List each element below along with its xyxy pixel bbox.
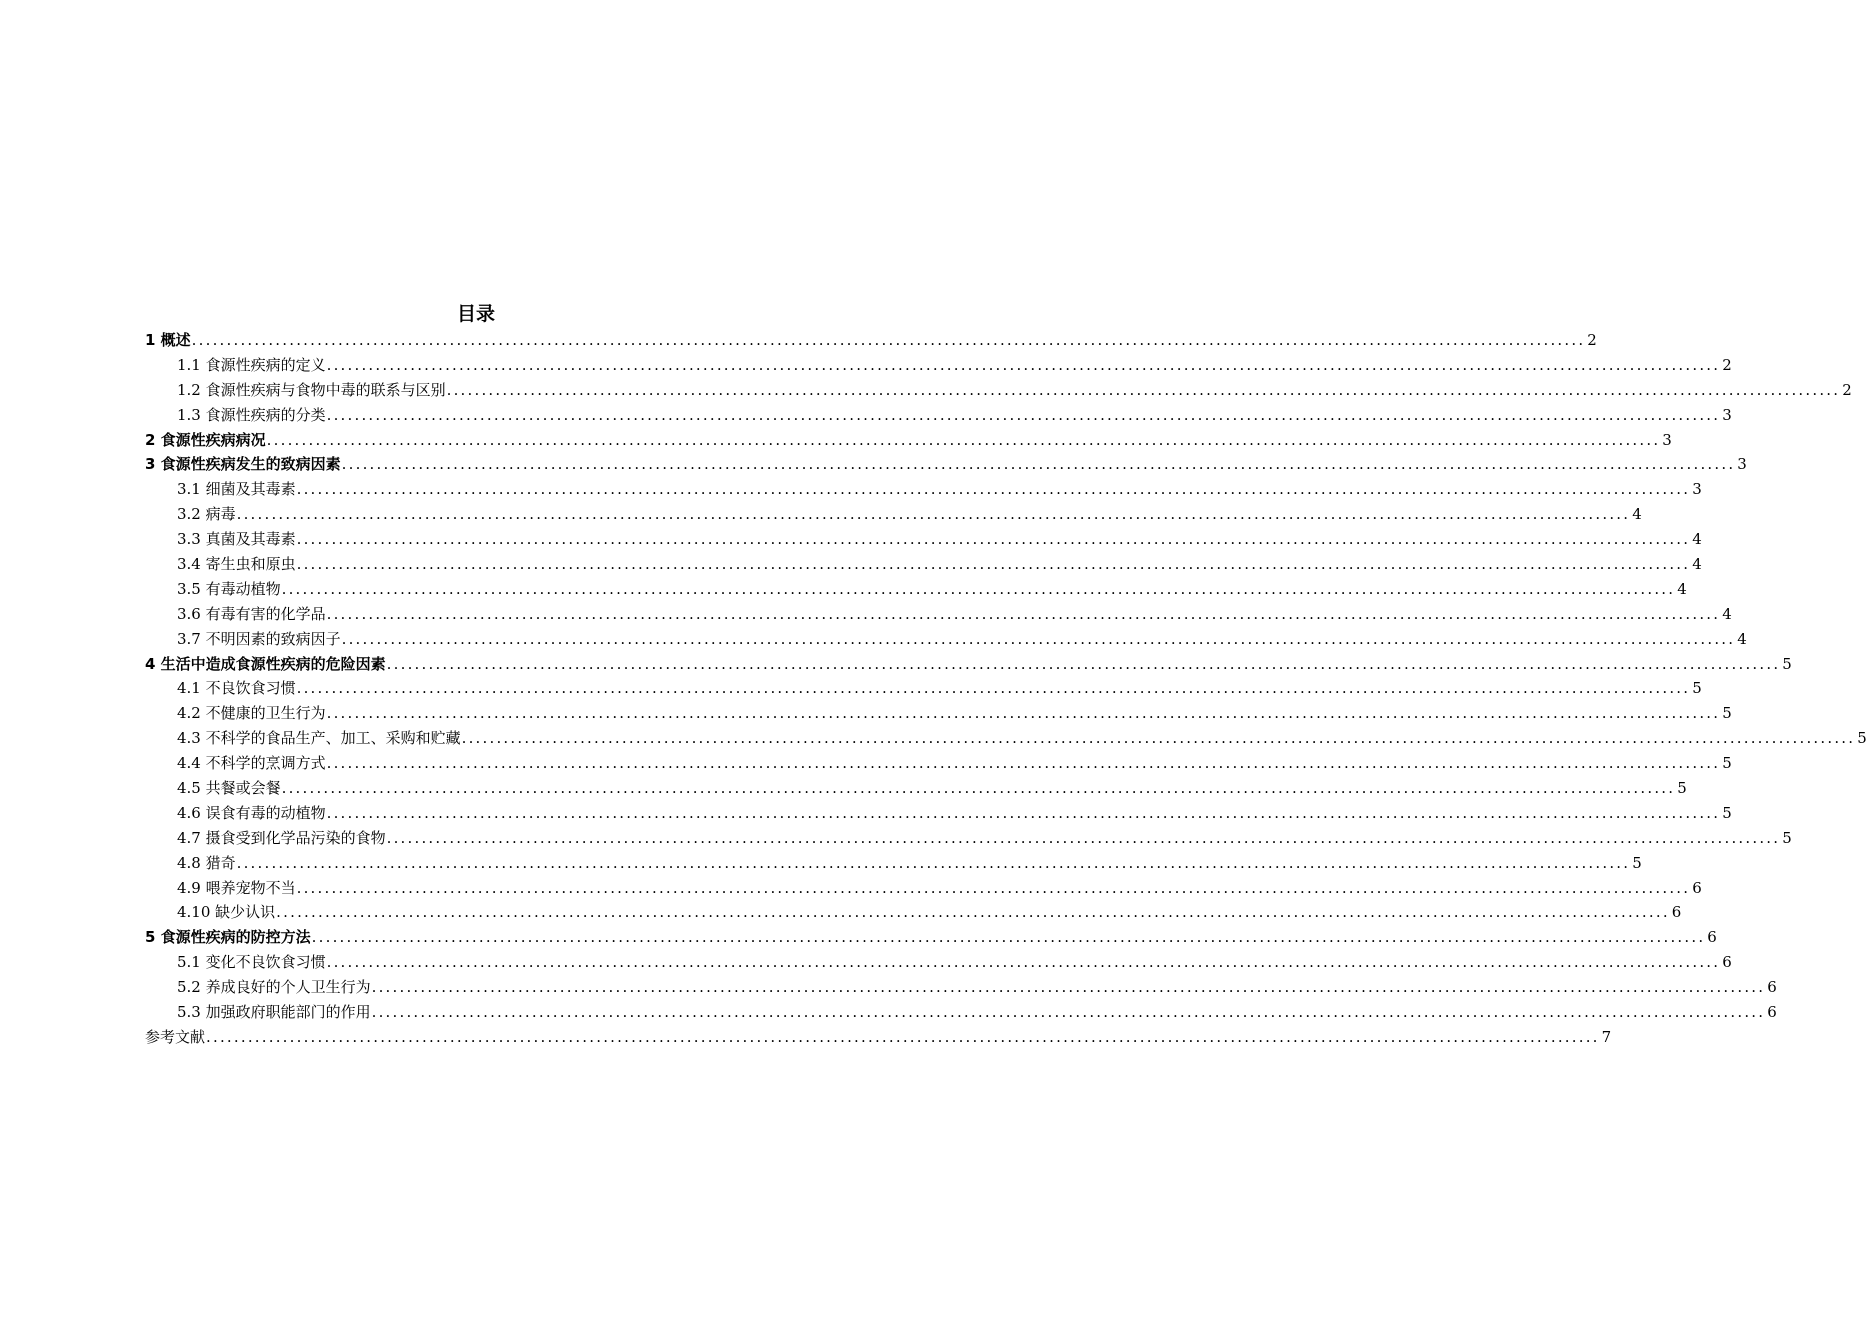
toc-entry[interactable] (145, 652, 1792, 677)
toc-entry-label[interactable]: 3.7 不明因素的致病因子 (177, 629, 341, 648)
toc-dot-leader: ........................................................................................................................................................................................................ (206, 1027, 1600, 1046)
table-of-contents (145, 300, 1867, 1050)
toc-entry-label[interactable]: 4.6 误食有毒的动植物 (177, 803, 326, 822)
toc-entry-label[interactable]: 3 食源性疾病发生的致病因素 (145, 455, 341, 474)
toc-dot-leader: ........................................................................................................................................................................................................ (296, 555, 1691, 574)
toc-dot-leader: ........................................................................................................................................................................................................ (386, 828, 1781, 847)
toc-dot-leader: ........................................................................................................................................................................................................ (371, 978, 1766, 997)
toc-dot-leader: ........................................................................................................................................................................................................ (236, 505, 1631, 524)
toc-page-number: 6 (1671, 903, 1682, 922)
toc-entry[interactable] (145, 527, 1702, 552)
toc-entry-label[interactable]: 5 食源性疾病的防控方法 (145, 928, 311, 947)
toc-entry-label[interactable]: 4.4 不科学的烹调方式 (177, 754, 326, 773)
toc-entry[interactable] (145, 1025, 1612, 1050)
toc-entry[interactable] (145, 502, 1642, 527)
toc-dot-leader: ........................................................................................................................................................................................................ (326, 953, 1721, 972)
toc-entry-label[interactable]: 4.10 缺少认识 (177, 903, 276, 922)
toc-dot-leader: ........................................................................................................................................................................................................ (341, 455, 1736, 474)
toc-entry-label[interactable]: 5.3 加强政府职能部门的作用 (177, 1003, 371, 1022)
toc-page-number: 6 (1722, 953, 1732, 972)
toc-dot-leader: ........................................................................................................................................................................................................ (386, 654, 1781, 673)
toc-entry-label[interactable]: 2 食源性疾病病况 (145, 430, 266, 449)
toc-entry-label[interactable]: 5.2 养成良好的个人卫生行为 (177, 978, 371, 997)
toc-entry[interactable] (145, 701, 1732, 726)
toc-dot-leader: ........................................................................................................................................................................................................ (326, 754, 1721, 773)
toc-entry[interactable] (145, 726, 1867, 751)
toc-dot-leader: ........................................................................................................................................................................................................ (461, 729, 1856, 748)
toc-dot-leader: ........................................................................................................................................................................................................ (446, 380, 1841, 399)
toc-page-number: 4 (1722, 604, 1732, 623)
toc-dot-leader: ........................................................................................................................................................................................................ (281, 579, 1676, 598)
toc-entry[interactable] (145, 801, 1732, 826)
toc-dot-leader: ........................................................................................................................................................................................................ (311, 928, 1706, 947)
toc-dot-leader: ........................................................................................................................................................................................................ (281, 779, 1676, 798)
toc-entry[interactable] (145, 1000, 1777, 1025)
toc-page-number: 2 (1722, 355, 1732, 374)
toc-entry-label[interactable]: 4.2 不健康的卫生行为 (177, 704, 326, 723)
toc-page-number: 5 (1722, 803, 1732, 822)
toc-entry[interactable] (145, 378, 1852, 403)
toc-entry-label[interactable]: 5.1 变化不良饮食习惯 (177, 953, 326, 972)
toc-dot-leader: ........................................................................................................................................................................................................ (266, 430, 1661, 449)
toc-entry[interactable] (145, 328, 1597, 353)
toc-entry[interactable] (145, 477, 1702, 502)
toc-page-number: 5 (1722, 754, 1732, 773)
toc-dot-leader: ........................................................................................................................................................................................................ (236, 853, 1631, 872)
toc-page-number: 2 (1842, 380, 1852, 399)
toc-page-number: 3 (1737, 455, 1747, 474)
toc-entry-label[interactable]: 4.3 不科学的食品生产、加工、采购和贮藏 (177, 729, 461, 748)
toc-dot-leader: ........................................................................................................................................................................................................ (296, 878, 1691, 897)
toc-entry[interactable] (145, 751, 1732, 776)
toc-dot-leader: ........................................................................................................................................................................................................ (296, 679, 1691, 698)
toc-entry[interactable] (145, 452, 1747, 477)
toc-entry-label[interactable]: 3.1 细菌及其毒素 (177, 480, 296, 499)
toc-entry[interactable] (145, 950, 1732, 975)
toc-page-number: 4 (1737, 629, 1747, 648)
toc-entry-label[interactable]: 参考文献 (145, 1027, 206, 1046)
toc-dot-leader: ........................................................................................................................................................................................................ (296, 480, 1691, 499)
toc-title: 目录 (456, 303, 495, 325)
toc-dot-leader: ........................................................................................................................................................................................................ (326, 405, 1721, 424)
toc-page-number: 4 (1632, 505, 1642, 524)
toc-page-number: 4 (1692, 530, 1702, 549)
toc-entry[interactable] (145, 403, 1732, 428)
toc-entry-label[interactable]: 1.1 食源性疾病的定义 (177, 355, 326, 374)
toc-entry-label[interactable]: 3.5 有毒动植物 (177, 579, 281, 598)
toc-entry-label[interactable]: 1 概述 (145, 331, 191, 349)
toc-entry[interactable] (145, 876, 1702, 901)
toc-page-number: 5 (1692, 679, 1702, 698)
toc-dot-leader: ........................................................................................................................................................................................................ (326, 803, 1721, 822)
toc-page-number: 4 (1692, 555, 1702, 574)
toc-entry[interactable] (145, 577, 1687, 602)
toc-entry-label[interactable]: 3.3 真菌及其毒素 (177, 530, 296, 549)
toc-page-number: 5 (1857, 729, 1867, 748)
toc-dot-leader: ........................................................................................................................................................................................................ (296, 530, 1691, 549)
toc-entry-label[interactable]: 4.1 不良饮食习惯 (177, 679, 296, 698)
toc-page-number: 5 (1632, 853, 1642, 872)
toc-page-number: 3 (1662, 430, 1672, 449)
toc-entry[interactable] (145, 552, 1702, 577)
toc-entry-label[interactable]: 3.2 病毒 (177, 505, 236, 524)
toc-entry-label[interactable]: 3.6 有毒有害的化学品 (177, 604, 326, 623)
toc-entry-label[interactable]: 4.5 共餐或会餐 (177, 779, 281, 798)
toc-entry[interactable] (145, 925, 1717, 950)
toc-entry[interactable] (145, 900, 1682, 925)
toc-entry[interactable] (145, 627, 1747, 652)
toc-entry[interactable] (145, 975, 1777, 1000)
toc-entry[interactable] (145, 428, 1672, 453)
toc-entry-label[interactable]: 3.4 寄生虫和原虫 (177, 555, 296, 574)
toc-entry[interactable] (145, 851, 1642, 876)
toc-page-number: 6 (1692, 878, 1702, 897)
toc-entry-label[interactable]: 1.3 食源性疾病的分类 (177, 405, 326, 424)
toc-dot-leader: ........................................................................................................................................................................................................ (326, 704, 1721, 723)
toc-page-number: 5 (1722, 704, 1732, 723)
toc-entry-label[interactable]: 4.7 摄食受到化学品污染的食物 (177, 828, 386, 847)
toc-entry-label[interactable]: 4.9 喂养宠物不当 (177, 878, 296, 897)
toc-entry-label[interactable]: 4 生活中造成食源性疾病的危险因素 (145, 654, 386, 673)
toc-page-number: 6 (1707, 928, 1717, 947)
toc-entry[interactable] (145, 602, 1732, 627)
toc-page-number: 6 (1767, 978, 1777, 997)
toc-dot-leader: ........................................................................................................................................................................................................ (276, 903, 1670, 922)
toc-dot-leader: ........................................................................................................................................................................................................ (191, 331, 1586, 349)
toc-entry[interactable] (145, 776, 1687, 801)
toc-list (145, 328, 1867, 1050)
toc-entry[interactable] (145, 353, 1732, 378)
toc-page-number: 5 (1677, 779, 1687, 798)
toc-page-number: 4 (1677, 579, 1687, 598)
toc-dot-leader: ........................................................................................................................................................................................................ (341, 629, 1736, 648)
toc-page-number: 6 (1767, 1003, 1777, 1022)
toc-page-number: 5 (1782, 828, 1792, 847)
toc-page-number: 3 (1692, 480, 1702, 499)
toc-entry-label[interactable]: 1.2 食源性疾病与食物中毒的联系与区别 (177, 380, 446, 399)
toc-entry[interactable] (145, 676, 1702, 701)
toc-page-number: 3 (1722, 405, 1732, 424)
toc-page-number: 2 (1587, 331, 1597, 349)
toc-dot-leader: ........................................................................................................................................................................................................ (326, 355, 1721, 374)
toc-page-number: 7 (1601, 1027, 1612, 1046)
toc-dot-leader: ........................................................................................................................................................................................................ (371, 1003, 1766, 1022)
toc-entry[interactable] (145, 826, 1792, 851)
toc-dot-leader: ........................................................................................................................................................................................................ (326, 604, 1721, 623)
toc-entry-label[interactable]: 4.8 猎奇 (177, 853, 236, 872)
toc-page-number: 5 (1782, 654, 1792, 673)
